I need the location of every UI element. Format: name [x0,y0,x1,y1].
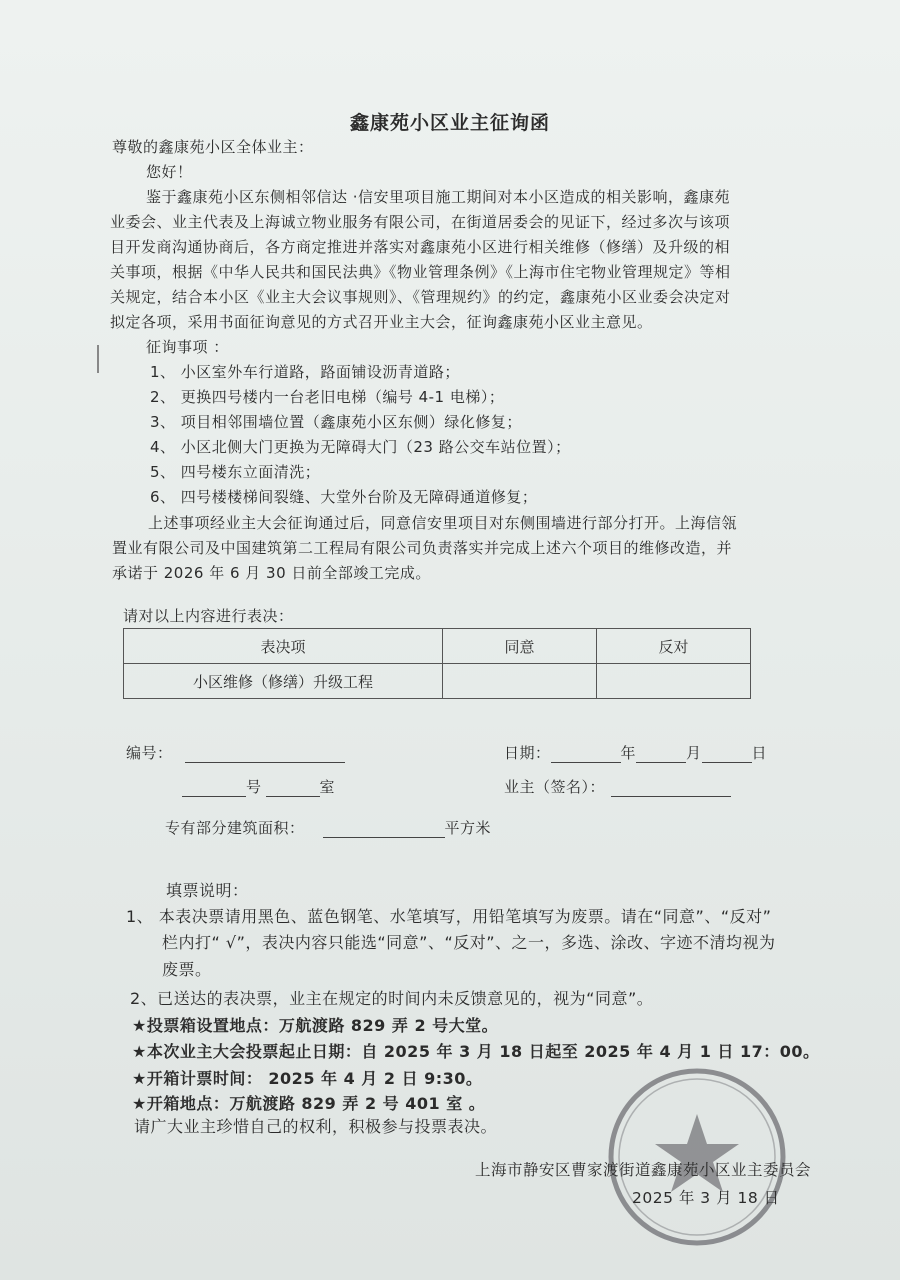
vote-agree-cell[interactable] [442,664,596,699]
month-blank[interactable] [636,746,686,763]
body-line: 业委会、业主代表及上海诚立物业服务有限公司，在街道居委会的见证下，经过多次与该项 [110,213,731,231]
note-1: 1、 本表决票请用黑色、蓝色钢笔、水笔填写，用铅笔填写为废票。请在“同意”、“反对” [126,907,772,926]
after-line: 上述事项经业主大会征询通过后，同意信安里项目对东侧围墙进行部分打开。上海信瓴 [148,514,738,532]
vote-header-oppose: 反对 [596,629,750,664]
day-label: 日 [751,744,768,762]
number-field [126,742,345,763]
date-label: 日期： [504,744,551,762]
owner-label: 业主（签名）： [504,778,606,796]
number-label: 编号： [126,744,173,762]
date-field [504,742,767,763]
room-blank[interactable] [266,780,320,797]
room-field [182,776,335,797]
signing-date: 2025 年 3 月 18 日 [632,1189,780,1207]
area-blank[interactable] [323,821,445,838]
body-line: 拟定各项，采用书面征询意见的方式召开业主大会，征询鑫康苑小区业主意见。 [110,313,653,331]
items-heading: 征询事项 ： [146,338,229,356]
vote-table [123,628,751,699]
list-item: 2、 更换四号楼内一台老旧电梯（编号 4-1 电梯）； [150,388,505,406]
list-item: 6、 四号楼楼梯间裂缝、大堂外台阶及无障碍通道修复； [150,488,538,506]
body-line: 关规定，结合本小区《业主大会议事规则》、《管理规约》的约定，鑫康苑小区业委会决定对 [110,288,731,306]
owner-field [504,776,731,797]
month-label: 月 [686,744,702,762]
body-line: 鉴于鑫康苑小区东侧相邻信达 ·信安里项目施工期间对本小区造成的相关影响，鑫康苑 [146,188,731,206]
closing-line: 请广大业主珍惜自己的权利，积极参与投票表决。 [134,1117,498,1136]
after-line: 承诺于 2026 年 6 月 30 日前全部竣工完成。 [112,564,431,582]
vote-header-item: 表决项 [124,629,443,664]
list-item: 4、 小区北侧大门更换为无障碍大门（23 路公交车站位置）； [150,438,571,456]
list-item: 3、 项目相邻围墙位置（鑫康苑小区东侧）绿化修复； [150,413,522,431]
vote-oppose-cell[interactable] [596,664,750,699]
year-blank[interactable] [551,746,621,763]
body-line: 关事项，根据《中华人民共和国民法典》《物业管理条例》《上海市住宅物业管理规定》等相 [110,263,731,281]
year-label: 年 [620,744,637,762]
building-blank[interactable] [182,780,246,797]
greeting: 您好！ [146,163,193,181]
area-field [165,817,491,838]
ballot-box-location: ★投票箱设置地点：万航渡路 829 弄 2 号大堂。 [132,1016,499,1035]
notes-heading: 填票说明： [166,881,249,900]
committee-seal [602,1062,792,1252]
area-unit: 平方米 [444,819,492,837]
document-title: 鑫康苑小区业主征询函 [349,112,550,134]
salutation: 尊敬的鑫康苑小区全体业主： [112,138,314,156]
note-2: 2、已送达的表决票，业主在规定的时间内未反馈意见的，视为“同意”。 [130,989,654,1008]
note-1-end: 废票。 [162,960,212,979]
body-line: 目开发商沟通协商后，各方商定推进并落实对鑫康苑小区进行相关维修（修缮）及升级的相 [110,238,731,256]
margin-mark [97,345,99,373]
list-item: 5、 四号楼东立面清洗； [150,463,321,481]
area-label: 专有部分建筑面积： [165,819,305,837]
signing-organization: 上海市静安区曹家渡街道鑫康苑小区业主委员会 [475,1161,812,1179]
building-label: 号 [246,778,262,796]
counting-location: ★开箱地点：万航渡路 829 弄 2 号 401 室 。 [132,1094,486,1113]
number-blank[interactable] [185,746,345,763]
room-label: 室 [319,778,336,796]
after-line: 置业有限公司及中国建筑第二工程局有限公司负责落实并完成上述六个项目的维修改造，并 [112,539,733,557]
voting-period: ★本次业主大会投票起止日期：自 2025 年 3 月 18 日起至 2025 年 4 月 1 日 17：00。 [132,1042,820,1061]
vote-row-item: 小区维修（修缮）升级工程 [124,664,443,699]
owner-signature-blank[interactable] [611,780,731,797]
vote-prompt: 请对以上内容进行表决： [123,607,294,625]
counting-time: ★开箱计票时间： 2025 年 4 月 2 日 9:30。 [132,1069,483,1088]
list-item: 1、 小区室外车行道路，路面铺设沥青道路； [150,363,460,381]
note-1-cont: 栏内打“ √”，表决内容只能选“同意”、“反对”、之一，多选、涂改、字迹不清均视为 [162,933,776,952]
vote-header-agree: 同意 [442,629,596,664]
day-blank[interactable] [702,746,752,763]
